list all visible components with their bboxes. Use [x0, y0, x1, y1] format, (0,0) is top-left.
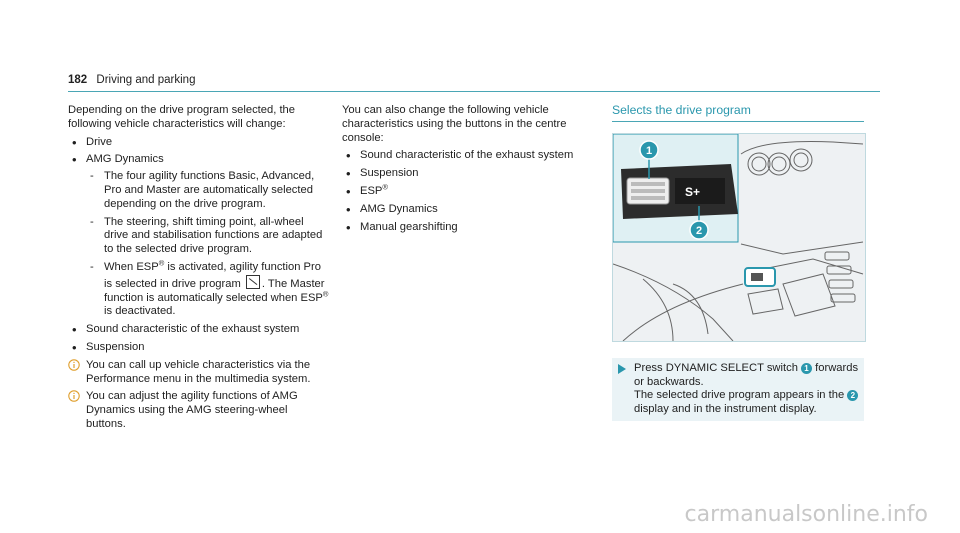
section-title: Driving and parking	[96, 74, 196, 86]
list-item: • Suspension	[68, 341, 330, 355]
sub-item: - The four agility functions Basic, Advanced, Pro and Master are automatically selected depending on the drive program.	[86, 170, 330, 211]
column-3	[612, 104, 864, 421]
watermark: carmanualsonline.info	[684, 502, 928, 527]
list-item: • Sound characteristic of the exhaust system	[342, 149, 597, 163]
instruction-step: Press DYNAMIC SELECT switch 1 forwards or backwards. The selected drive program appears in the 2 display and in the instrument display.	[612, 358, 864, 421]
note: You can adjust the agility functions of AMG Dynamics using the AMG steering-wheel buttons.	[68, 390, 330, 431]
callout-1-icon: 1	[801, 363, 812, 374]
step-arrow-icon	[618, 364, 626, 374]
sub-list	[86, 170, 330, 319]
callout-1: 1	[645, 144, 653, 157]
page-number: 182	[68, 74, 88, 86]
note: You can call up vehicle characteristics via the Performance menu in the multimedia system.	[68, 359, 330, 387]
list-item: • AMG Dynamics - The four agility functions Basic, Advanced, Pro and Master are automatically selected depending on the drive program. - The steering, shift timing point, all-wheel drive and stabilisation functions are adapted to the selected drive program. - When ESP® is activated, agility function Pro is selected in drive program . The Master function is automatically selected when ESP® is deactivated.	[68, 153, 330, 319]
list-item: • Sound characteristic of the exhaust system	[68, 323, 330, 337]
console-illustration	[613, 134, 865, 341]
list-item: • Suspension	[342, 167, 597, 181]
display-label: S+	[685, 184, 701, 199]
info-icon	[68, 390, 80, 402]
sub-item: - The steering, shift timing point, all-wheel drive and stabilisation functions are adapted to the selected drive program.	[86, 216, 330, 257]
list-item: • AMG Dynamics	[342, 203, 597, 217]
intro-text: You can also change the following vehicle characteristics using the buttons in the centre console:	[342, 104, 567, 144]
console-list	[342, 149, 597, 234]
subsection-title: Selects the drive program	[612, 104, 864, 122]
console-figure	[612, 133, 866, 342]
sub-item: - When ESP® is activated, agility function Pro is selected in drive program . The Master function is automatically selected when ESP® is deactivated.	[86, 261, 330, 319]
list-item: • Manual gearshifting	[342, 221, 597, 235]
callout-2: 2	[695, 224, 703, 237]
header-rule	[68, 91, 880, 92]
callout-2-icon: 2	[847, 390, 858, 401]
list-item: • ESP®	[342, 185, 597, 199]
column-1	[68, 104, 330, 436]
intro-text: Depending on the drive program selected, the following vehicle characteristics will change:	[68, 104, 296, 130]
page-header	[68, 74, 195, 86]
drive-program-icon	[246, 275, 260, 289]
column-2	[342, 104, 597, 238]
list-item: • Drive	[68, 136, 330, 150]
characteristics-list	[68, 136, 330, 355]
info-icon	[68, 359, 80, 371]
